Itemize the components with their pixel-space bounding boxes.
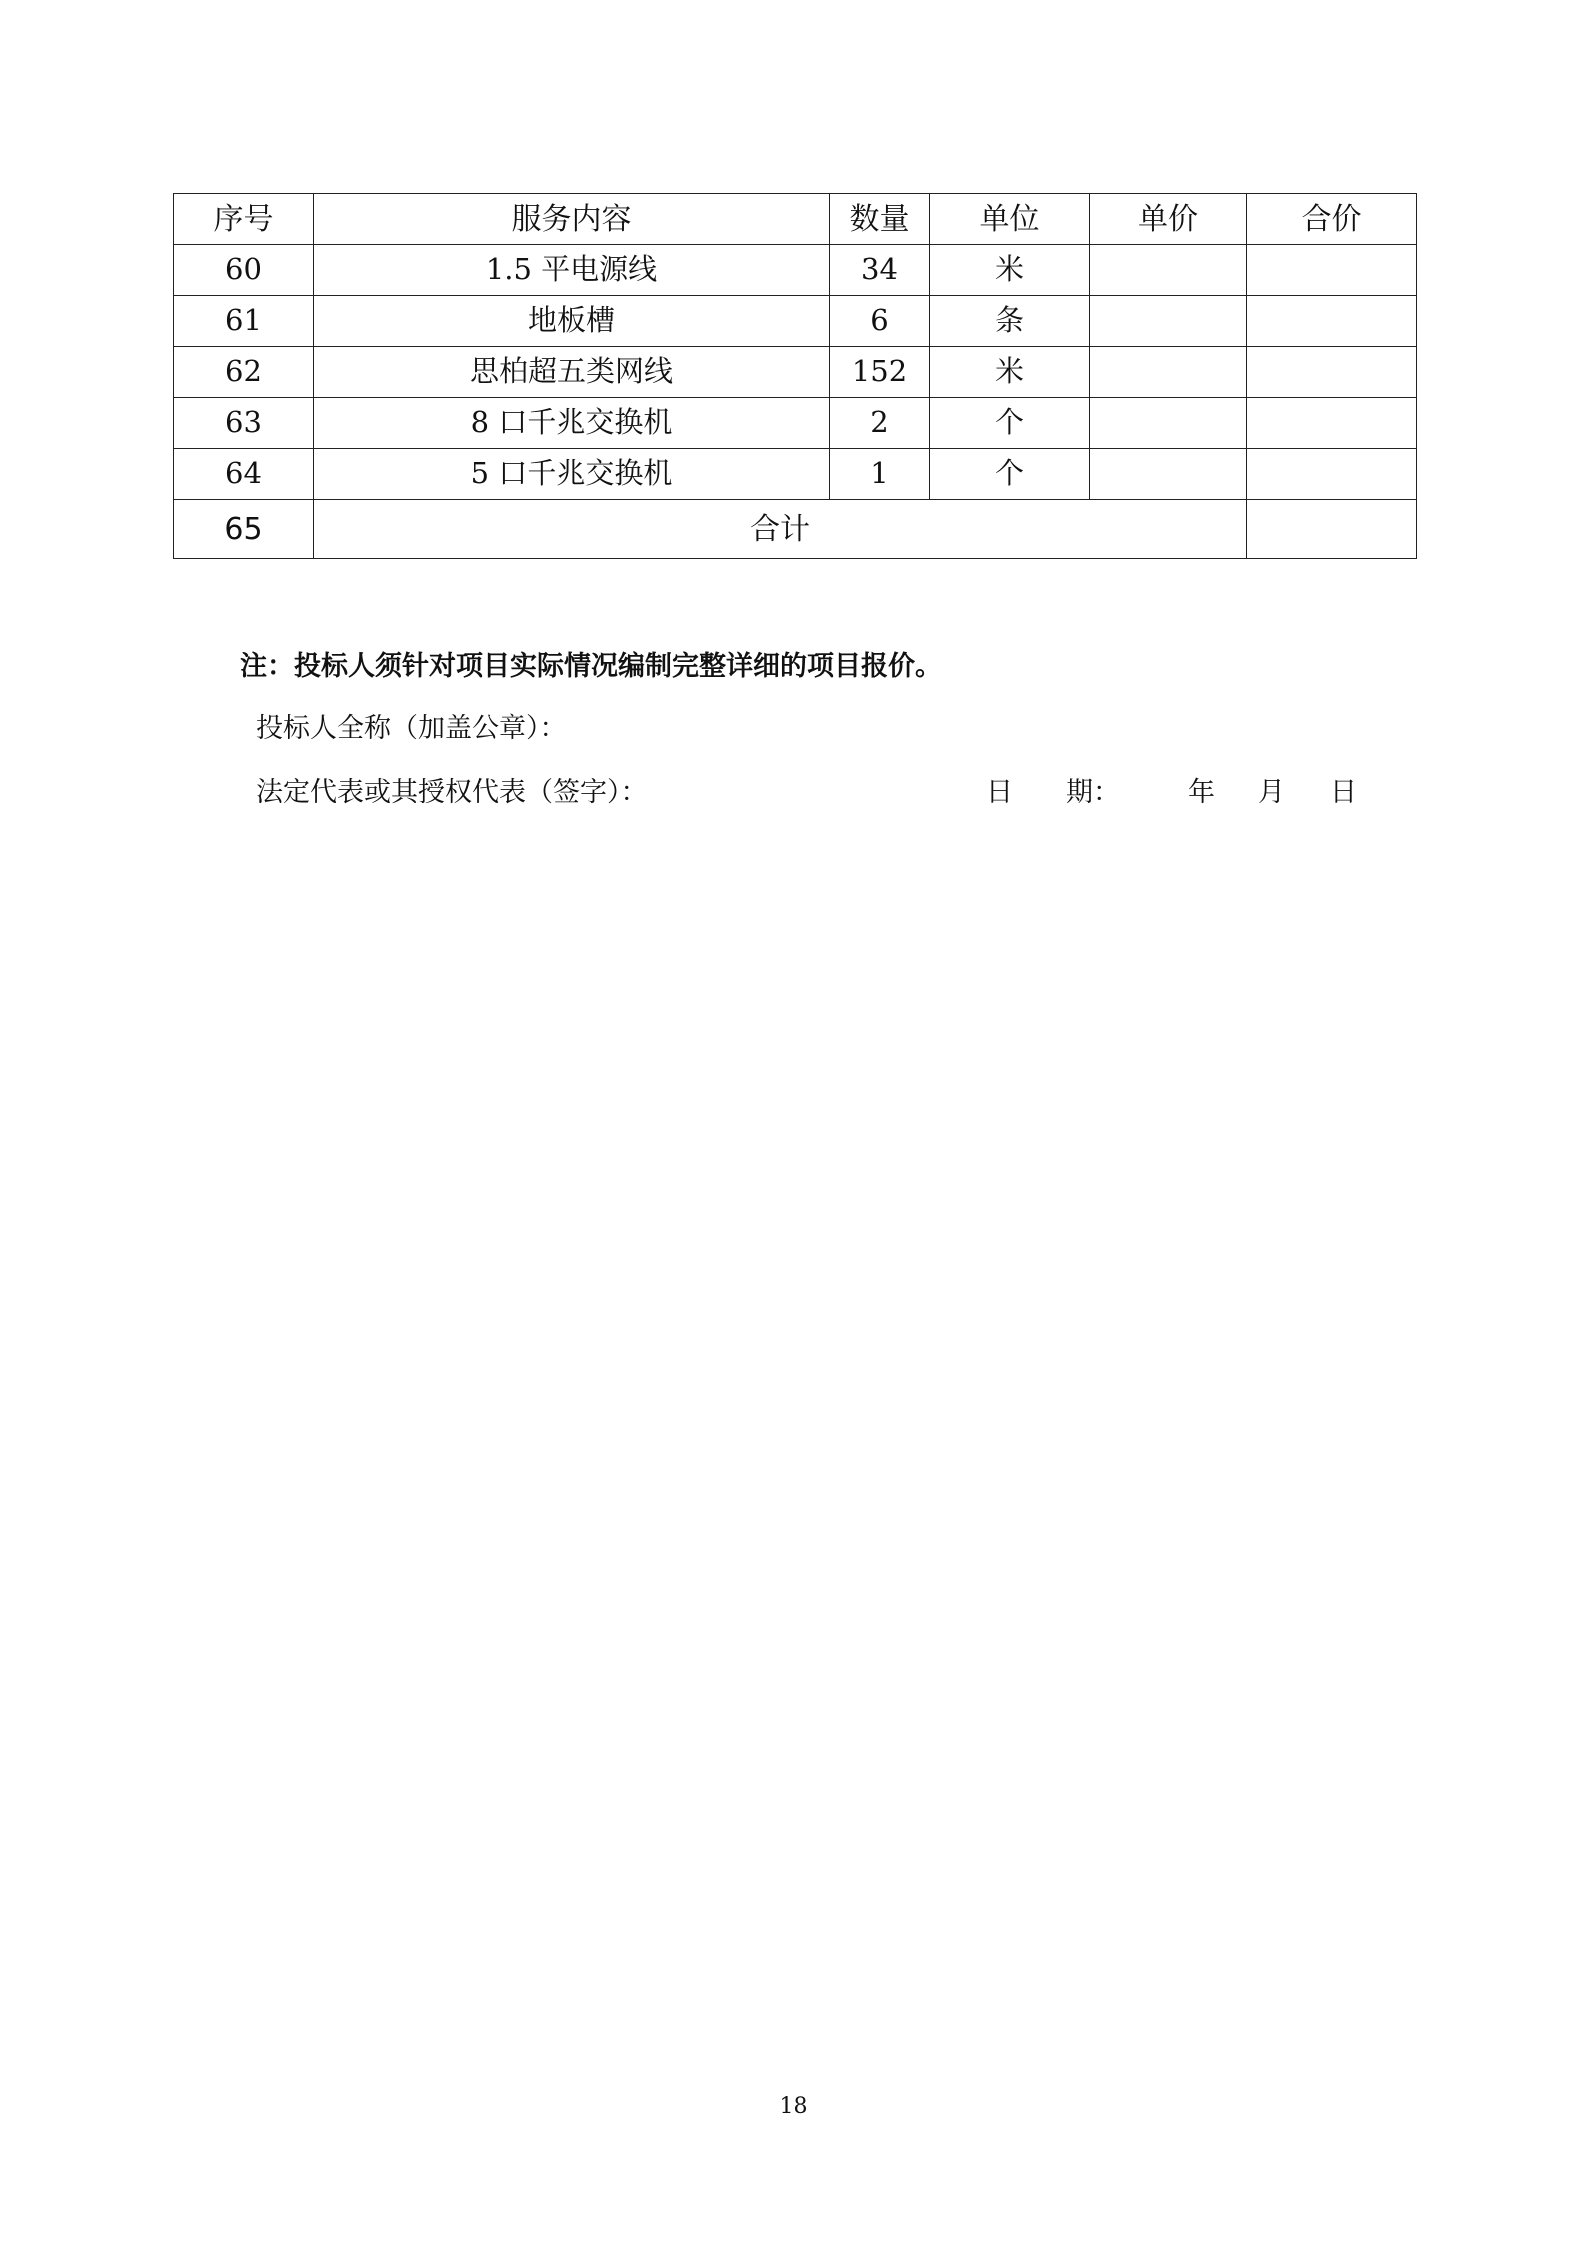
cell-total (1247, 347, 1417, 398)
note-text: 注：投标人须针对项目实际情况编制完整详细的项目报价。 (240, 651, 942, 682)
header-unit: 单位 (930, 194, 1090, 245)
cell-item: 8 口千兆交换机 (314, 398, 830, 449)
representative-label: 法定代表或其授权代表（签字）： (256, 777, 648, 808)
date-label-day: 日 (986, 777, 1013, 808)
cell-item: 思柏超五类网线 (314, 347, 830, 398)
cell-unit: 个 (930, 449, 1090, 500)
header-price: 单价 (1090, 194, 1247, 245)
table-row (174, 449, 1417, 500)
cell-total (1247, 449, 1417, 500)
cell-total (1247, 398, 1417, 449)
date-month: 月 (1258, 777, 1285, 808)
table-header-row (174, 194, 1417, 245)
total-no: 65 (174, 500, 314, 559)
bidder-label: 投标人全称（加盖公章）： (256, 713, 567, 744)
total-row (174, 500, 1417, 559)
table-row (174, 398, 1417, 449)
page-number: 18 (779, 2094, 808, 2119)
cell-price (1090, 296, 1247, 347)
header-total: 合价 (1247, 194, 1417, 245)
cell-no: 61 (174, 296, 314, 347)
cell-total (1247, 245, 1417, 296)
cell-price (1090, 245, 1247, 296)
cell-price (1090, 398, 1247, 449)
cell-unit: 米 (930, 245, 1090, 296)
cell-price (1090, 449, 1247, 500)
header-item: 服务内容 (314, 194, 830, 245)
total-value (1247, 500, 1417, 559)
cell-no: 63 (174, 398, 314, 449)
cell-item: 1.5 平电源线 (314, 245, 830, 296)
cell-qty: 1 (830, 449, 930, 500)
header-no: 序号 (174, 194, 314, 245)
cell-total (1247, 296, 1417, 347)
total-label: 合计 (314, 500, 1247, 559)
cell-qty: 34 (830, 245, 930, 296)
cell-item: 5 口千兆交换机 (314, 449, 830, 500)
cell-item: 地板槽 (314, 296, 830, 347)
table-row (174, 245, 1417, 296)
cell-qty: 152 (830, 347, 930, 398)
cell-qty: 2 (830, 398, 930, 449)
cell-no: 62 (174, 347, 314, 398)
cell-unit: 个 (930, 398, 1090, 449)
table-row (174, 347, 1417, 398)
date-year: 年 (1188, 777, 1215, 808)
table-row (174, 296, 1417, 347)
quote-table (173, 193, 1417, 559)
date-day: 日 (1330, 777, 1357, 808)
header-qty: 数量 (830, 194, 930, 245)
cell-unit: 米 (930, 347, 1090, 398)
date-label-period: 期： (1066, 777, 1120, 808)
cell-no: 60 (174, 245, 314, 296)
cell-unit: 条 (930, 296, 1090, 347)
cell-no: 64 (174, 449, 314, 500)
cell-qty: 6 (830, 296, 930, 347)
cell-price (1090, 347, 1247, 398)
